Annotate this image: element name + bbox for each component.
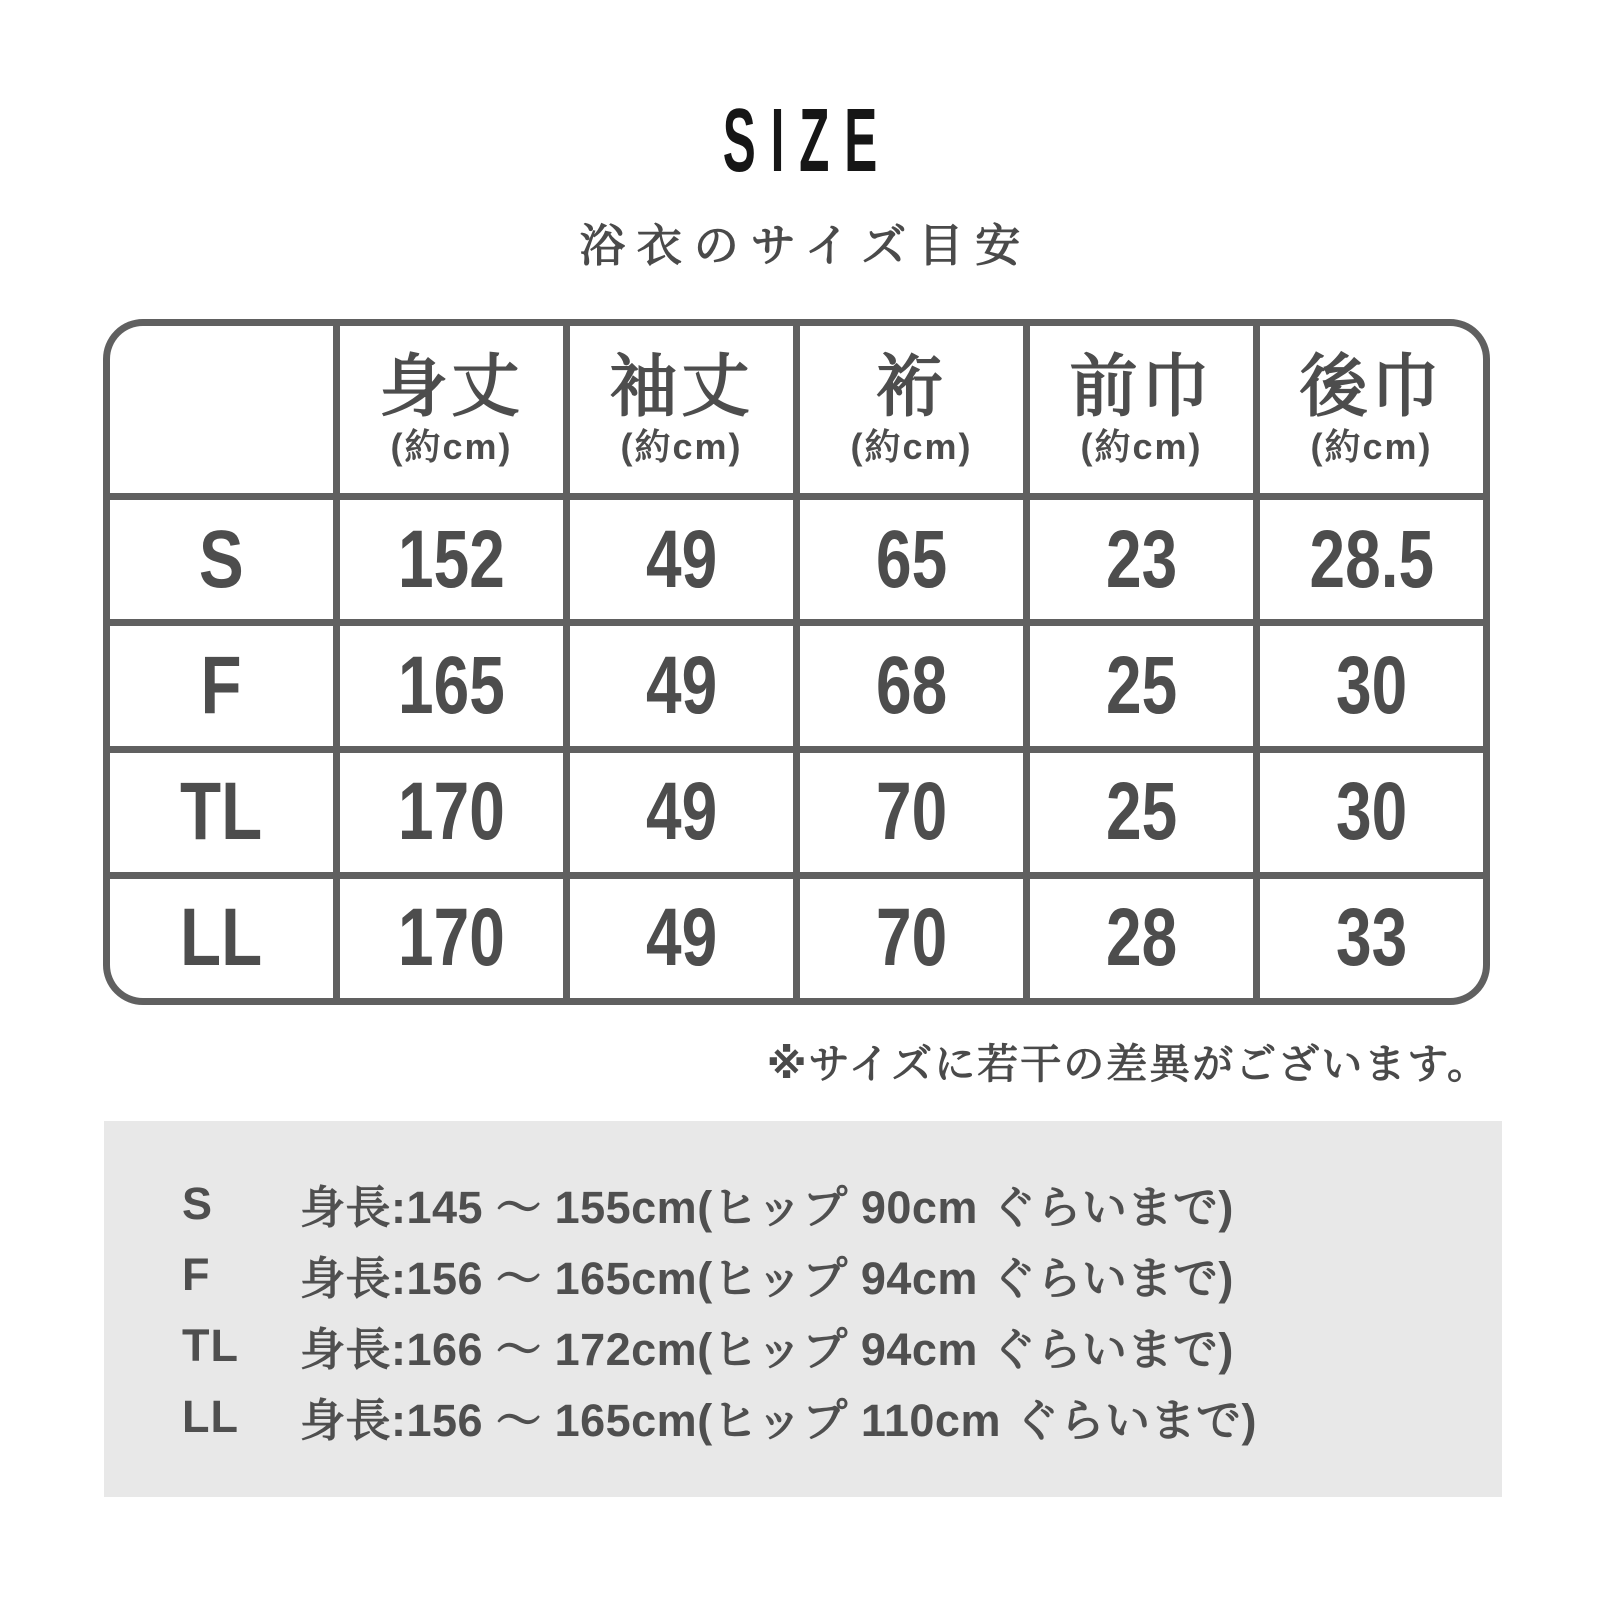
column-header-unit: (約cm): [1080, 425, 1203, 467]
guide-size-label: LL: [182, 1390, 239, 1442]
table-cell: [1260, 500, 1483, 619]
size-guide-line-ll: [104, 1381, 1502, 1452]
row-label-f: [110, 626, 333, 745]
cell-value: 49: [645, 513, 718, 605]
cell-value: 68: [875, 639, 948, 731]
size-label: LL: [180, 892, 263, 984]
cell-value: 25: [1105, 639, 1178, 731]
column-header-label: 裄: [875, 348, 948, 425]
cell-value: 165: [398, 639, 505, 731]
size-guide-line-tl: [104, 1310, 1502, 1381]
size-guide-line-s: [104, 1168, 1502, 1239]
column-header-body-length: [340, 326, 563, 493]
table-cell: [800, 500, 1023, 619]
column-header-back-width: [1260, 326, 1483, 493]
cell-value: 49: [645, 892, 718, 984]
guide-description: 身長:166 〜 172cm(ヒップ 94cm ぐらいまで): [300, 1324, 1234, 1375]
size-label: F: [200, 639, 243, 731]
column-header-unit: (約cm): [390, 425, 513, 467]
table-cell: [340, 626, 563, 745]
cell-value: 25: [1105, 766, 1178, 858]
table-cell: [800, 626, 1023, 745]
column-header-front-width: [1030, 326, 1253, 493]
row-label-s: [110, 500, 333, 619]
column-header-unit: (約cm): [620, 425, 743, 467]
cell-value: 30: [1335, 766, 1408, 858]
cell-value: 33: [1335, 892, 1408, 984]
row-label-ll: [110, 879, 333, 998]
table-cell: [1030, 879, 1253, 998]
size-label: S: [199, 513, 244, 605]
table-cell: [340, 879, 563, 998]
cell-value: 65: [875, 513, 948, 605]
column-header-unit: (約cm): [1310, 425, 1433, 467]
table-cell: [1030, 500, 1253, 619]
table-corner-cell: [110, 326, 333, 493]
table-cell: [570, 500, 793, 619]
cell-value: 28.5: [1309, 513, 1434, 605]
guide-description: 身長:156 〜 165cm(ヒップ 110cm ぐらいまで): [300, 1395, 1257, 1446]
column-header-sleeve-length: [570, 326, 793, 493]
column-header-yuki: [800, 326, 1023, 493]
size-guide-line-f: [104, 1239, 1502, 1310]
cell-value: 30: [1335, 639, 1408, 731]
row-label-tl: [110, 753, 333, 872]
cell-value: 70: [875, 766, 948, 858]
cell-value: 70: [875, 892, 948, 984]
cell-value: 49: [645, 639, 718, 731]
guide-description: 身長:145 〜 155cm(ヒップ 90cm ぐらいまで): [300, 1182, 1234, 1233]
page-title: SIZE: [722, 91, 893, 191]
column-header-label: 袖丈: [609, 348, 754, 425]
size-label: TL: [180, 766, 263, 858]
cell-value: 170: [398, 766, 505, 858]
size-guide-box: [104, 1121, 1502, 1497]
table-cell: [570, 879, 793, 998]
cell-value: 49: [645, 766, 718, 858]
column-header-unit: (約cm): [850, 425, 973, 467]
size-table: [103, 319, 1490, 1005]
guide-description: 身長:156 〜 165cm(ヒップ 94cm ぐらいまで): [300, 1253, 1234, 1304]
page-subtitle: 浴衣のサイズ目安: [579, 220, 1033, 271]
cell-value: 152: [398, 513, 505, 605]
column-header-label: 前巾: [1069, 348, 1214, 425]
guide-size-label: TL: [182, 1319, 239, 1371]
cell-value: 23: [1105, 513, 1178, 605]
column-header-label: 後巾: [1299, 348, 1444, 425]
table-cell: [1260, 879, 1483, 998]
table-cell: [340, 500, 563, 619]
table-cell: [1030, 626, 1253, 745]
guide-size-label: S: [182, 1177, 214, 1229]
table-cell: [1260, 626, 1483, 745]
column-header-label: 身丈: [379, 348, 524, 425]
cell-value: 170: [398, 892, 505, 984]
table-cell: [800, 753, 1023, 872]
guide-size-label: F: [182, 1248, 211, 1300]
table-cell: [800, 879, 1023, 998]
table-cell: [340, 753, 563, 872]
table-cell: [570, 753, 793, 872]
table-cell: [1260, 753, 1483, 872]
table-cell: [570, 626, 793, 745]
cell-value: 28: [1105, 892, 1178, 984]
table-cell: [1030, 753, 1253, 872]
size-disclaimer-note: ※サイズに若干の差異がございます。: [766, 1041, 1490, 1087]
